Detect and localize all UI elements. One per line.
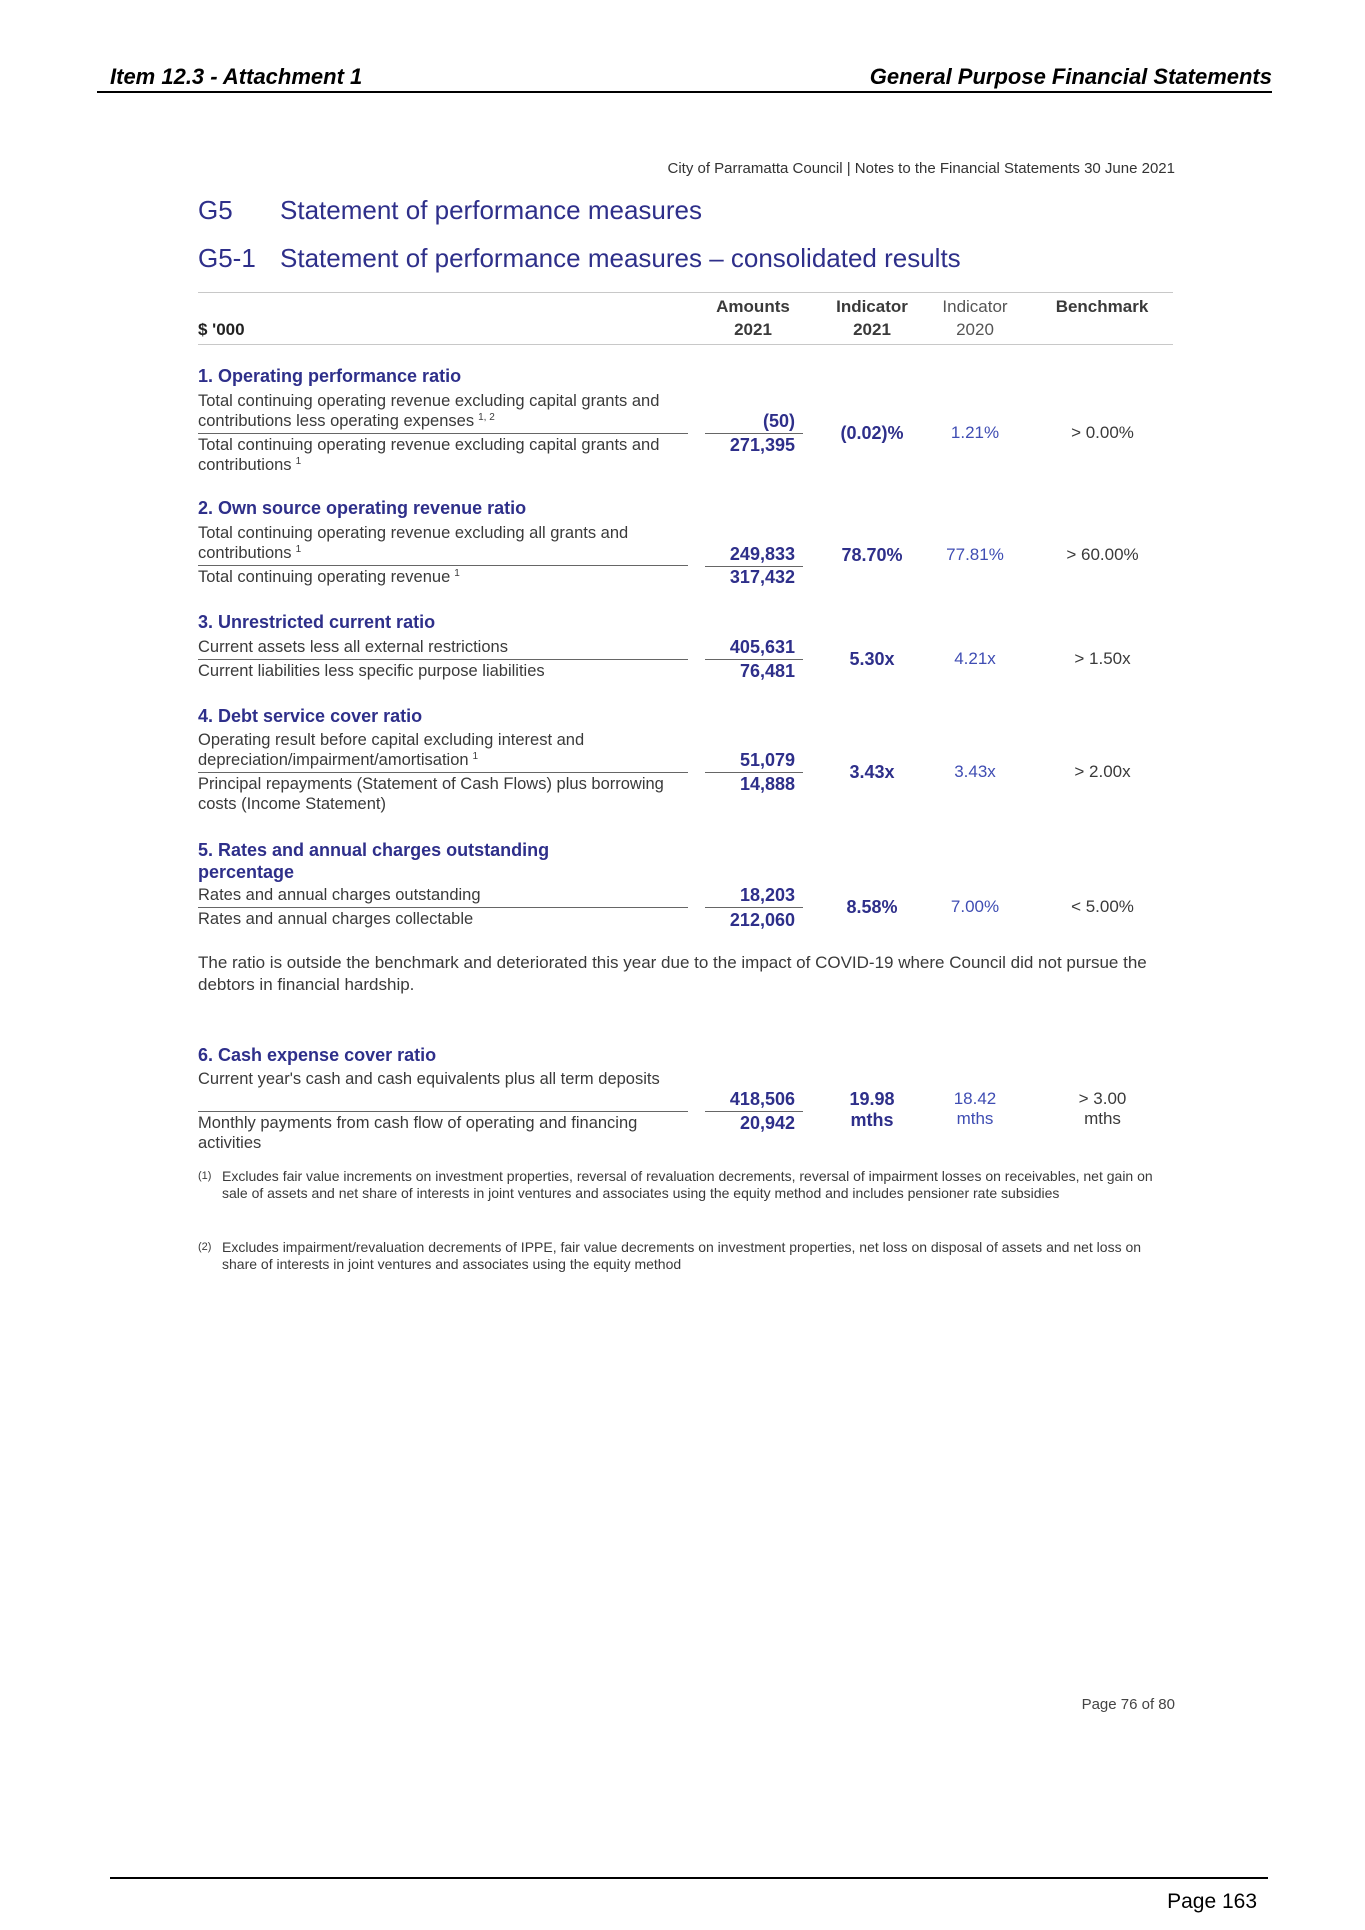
ratio-5-indicator-2020: 7.00% — [950, 897, 1000, 916]
ratio-6-title: 6. Cash expense cover ratio — [198, 1045, 437, 1065]
ratio-4-indicator-2021: 3.43x — [849, 762, 895, 782]
footnote-1-text: Excludes fair value increments on investment properties, reversal of revaluation decrements, reversal of impairment losses on receivables, net gain on sale of assets and net share of interests in joint ventures and associates using the equity method and includes pensioner rate subsidies — [222, 1168, 1153, 1201]
ratio-6-amount-line — [705, 1111, 803, 1112]
outer-page-number: Page 163 — [1167, 1890, 1257, 1913]
ratio-2-amount-denominator: 317,432 — [729, 567, 795, 587]
col-indicator-2020-label: Indicator — [942, 297, 1008, 316]
ratio-5-title: 5. Rates and annual charges outstanding percentage — [198, 840, 550, 882]
ratio-3-title: 3. Unrestricted current ratio — [198, 612, 436, 632]
ratio-3-fraction-line — [198, 659, 688, 660]
footnote-2-text: Excludes impairment/revaluation decrements of IPPE, fair value decrements on investment properties, net loss on disposal of assets and net loss on share of interests in joint ventures and associates using the equity method — [222, 1239, 1142, 1272]
ratio-2-benchmark: > 60.00% — [1066, 545, 1139, 564]
ratio-2-indicator-2020: 77.81% — [946, 545, 1004, 564]
footnote-1-mark: (1) — [198, 1170, 212, 1182]
ratio-5-numerator-label: Rates and annual charges outstanding — [198, 886, 481, 904]
page-subtitle: City of Parramatta Council | Notes to the Financial Statements 30 June 2021 — [667, 160, 1175, 177]
footer-divider — [110, 1877, 1268, 1879]
ratio-2-fraction-line — [198, 565, 688, 566]
col-amounts-year: 2021 — [734, 320, 772, 339]
ratio-1-indicator-2020: 1.21% — [950, 423, 1000, 442]
section-code: G5 — [198, 195, 233, 225]
ratio-1-title: 1. Operating performance ratio — [198, 366, 462, 386]
ratio-2-amount-numerator: 249,833 — [729, 544, 795, 564]
ratio-4-denominator-label: Principal repayments (Statement of Cash Flows) plus borrowing costs (Income Statement) — [198, 775, 664, 813]
ratio-5-amount-line — [705, 907, 803, 908]
ratio-6-indicator-2020: 18.42 mths — [953, 1089, 997, 1128]
ratio-4-amount-denominator: 14,888 — [739, 774, 795, 794]
ratio-2-denominator-label: Total continuing operating revenue $^1$ — [198, 567, 460, 586]
ratio-4-benchmark: > 2.00x — [1074, 762, 1131, 781]
ratio-5-amount-denominator: 212,060 — [729, 910, 795, 930]
ratio-1-amount-line — [705, 433, 803, 434]
document-type-label: General Purpose Financial Statements — [869, 64, 1272, 89]
ratio-5-denominator-label: Rates and annual charges collectable — [198, 910, 474, 928]
ratio-6-amount-denominator: 20,942 — [739, 1113, 795, 1133]
ratio-4-amount-line — [705, 772, 803, 773]
ratio-1-fraction-line — [198, 433, 688, 434]
ratio-4-fraction-line — [198, 772, 688, 773]
col-indicator-2021-label: Indicator — [836, 297, 908, 316]
ratio-5-fraction-line — [198, 907, 688, 908]
ratio-6-denominator-label: Monthly payments from cash flow of operating and financing activities — [198, 1114, 638, 1152]
ratio-3-indicator-2020: 4.21x — [954, 649, 996, 668]
ratio-1-indicator-2021: (0.02)% — [840, 423, 904, 443]
col-benchmark-label: Benchmark — [1055, 297, 1149, 316]
attachment-label: Item 12.3 - Attachment 1 — [110, 64, 363, 89]
ratio-2-indicator-2021: 78.70% — [841, 545, 903, 565]
ratio-3-numerator-label: Current assets less all external restrictions — [198, 638, 508, 656]
ratio-3-denominator-label: Current liabilities less specific purpose liabilities — [198, 662, 545, 680]
subsection-code: G5-1 — [198, 243, 256, 273]
ratio-4-title: 4. Debt service cover ratio — [198, 706, 423, 726]
ratio-3-amount-denominator: 76,481 — [739, 661, 795, 681]
ratio-6-amount-numerator: 418,506 — [729, 1089, 795, 1109]
table-top-rule — [198, 292, 1173, 293]
ratio-6-benchmark: > 3.00 mths — [1078, 1089, 1127, 1128]
section-title: Statement of performance measures — [280, 195, 702, 225]
ratio-6-fraction-line — [198, 1111, 688, 1112]
ratio-3-benchmark: > 1.50x — [1074, 649, 1131, 668]
table-header-rule — [198, 344, 1173, 345]
ratio-1-benchmark: > 0.00% — [1071, 423, 1134, 442]
unit-label: $ '000 — [198, 320, 245, 339]
ratio-5-indicator-2021: 8.58% — [846, 897, 898, 917]
ratio-4-amount-numerator: 51,079 — [739, 750, 795, 770]
col-amounts-label: Amounts — [716, 297, 790, 316]
ratio-1-denominator-label: Total continuing operating revenue excluding capital grants and contributions $^1$ — [198, 436, 660, 474]
ratio-2-title: 2. Own source operating revenue ratio — [198, 498, 527, 518]
header-divider — [97, 91, 1272, 93]
ratio-4-numerator-label: Operating result before capital excluding interest and depreciation/impairment/amortisation $^1$ — [198, 731, 585, 769]
ratio-5-commentary: The ratio is outside the benchmark and deteriorated this year due to the impact of COVID-19 where Council did not pursue the debtors in financial hardship. — [198, 953, 1147, 994]
ratio-4-indicator-2020: 3.43x — [954, 762, 996, 781]
ratio-3-indicator-2021: 5.30x — [849, 649, 895, 669]
inner-page-number: Page 76 of 80 — [1081, 1696, 1175, 1713]
subsection-title: Statement of performance measures – consolidated results — [280, 243, 961, 273]
col-indicator-2020-year: 2020 — [956, 320, 994, 339]
ratio-1-numerator-label: Total continuing operating revenue excluding capital grants and contributions less operating expenses $^{1, 2}$ — [198, 392, 660, 430]
footnote-2-mark: (2) — [198, 1241, 212, 1253]
ratio-3-amount-numerator: 405,631 — [729, 637, 795, 657]
ratio-6-indicator-2021: 19.98 mths — [849, 1089, 895, 1130]
ratio-3-amount-line — [705, 659, 803, 660]
col-indicator-2021-year: 2021 — [853, 320, 891, 339]
ratio-6-numerator-label: Current year's cash and cash equivalents plus all term deposits — [198, 1070, 660, 1088]
ratio-1-amount-numerator: (50) — [762, 411, 795, 431]
ratio-5-benchmark: < 5.00% — [1071, 897, 1134, 916]
ratio-5-amount-numerator: 18,203 — [739, 885, 795, 905]
ratio-2-numerator-label: Total continuing operating revenue excluding all grants and contributions $^1$ — [198, 524, 629, 562]
ratio-1-amount-denominator: 271,395 — [729, 435, 795, 455]
